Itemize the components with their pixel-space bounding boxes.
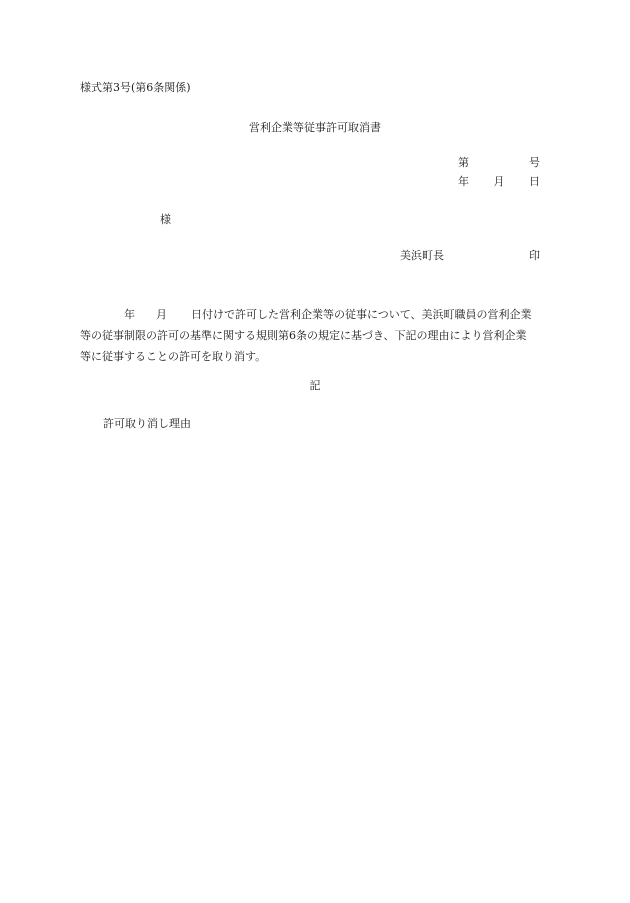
seal-mark: 印: [529, 249, 540, 262]
issue-date: [458, 176, 540, 187]
document-title: 営利企業等従事許可取消書: [249, 121, 381, 134]
document-number-suffix: 号: [529, 156, 540, 169]
body-year: 年: [124, 308, 135, 321]
body-line-1-rest: 日付けで許可した営利企業等の従事について、美浜町職員の営利企業: [191, 308, 532, 321]
body-line-2: 等の従事制限の許可の基準に関する規則第6条の規定に基づき、下記の理由により営利企業: [80, 329, 527, 342]
body-line-1: [80, 304, 552, 325]
body-month: 月: [156, 308, 167, 321]
issue-date-day: 日: [529, 175, 540, 188]
addressee: 様: [160, 213, 171, 226]
body-line-3: 等に従事することの許可を取り消す。: [80, 350, 267, 363]
document-number-prefix: 第: [458, 156, 469, 169]
sender-name: 美浜町長: [400, 249, 444, 262]
form-number-label: 様式第3号(第6条関係): [80, 81, 191, 94]
document-number: [458, 157, 540, 168]
issue-date-month: 月: [493, 175, 505, 188]
note-heading: 記: [309, 379, 321, 392]
reason-label: 許可取り消し理由: [103, 417, 191, 430]
body-paragraph: [80, 304, 552, 367]
issue-date-year: 年: [458, 175, 469, 188]
